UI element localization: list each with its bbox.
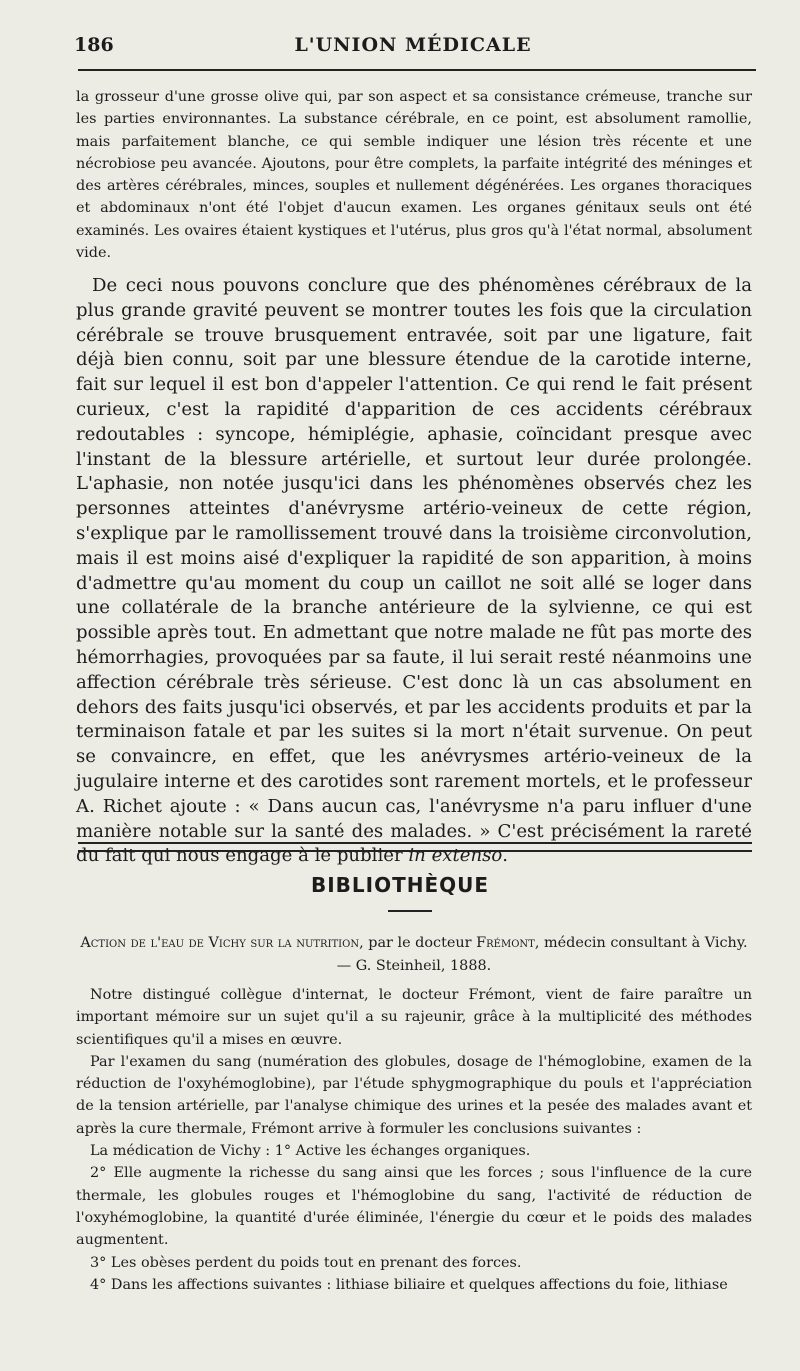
running-title: L'UNION MÉDICALE — [294, 34, 532, 56]
conclusion-item: 2° Elle augmente la richesse du sang ainsi que les forces ; sous l'influence de la cure thermale, les globules rouges et l'hémoglobine du sang, l'activité de réduction de l'oxyhémoglobine, la quantité d'urée éliminée, l'énergie du cœur et le poids des malades augmentent. — [76, 1165, 752, 1249]
page-number: 186 — [74, 34, 114, 56]
reference-by: , par le docteur — [359, 935, 477, 951]
conclusion-item: La médication de Vichy : 1° Active les échanges organiques. — [90, 1143, 531, 1160]
header-rule — [78, 69, 756, 71]
italic-phrase: in extenso — [408, 845, 503, 867]
reference-rest: , médecin consultant à Vichy. — G. Steinheil, 1888. — [336, 935, 748, 974]
conclusion-item: 3° Les obèses perdent du poids tout en prenant des forces. — [90, 1254, 522, 1271]
book-author: Frémont — [476, 935, 535, 951]
title-underline — [388, 910, 432, 912]
review-body — [76, 984, 752, 1296]
main-paragraph-text: De ceci nous pouvons conclure que des phénomènes cérébraux de la plus grande gravité peuvent se montrer toutes les fois que la circulation cérébrale se trouve brusquement entravée, soit par une ligature, fait déjà bien connu, soit par une blessure étendue de la carotide interne, fait sur lequel il est bon d'appeler l'attention. Ce qui rend le fait présent curieux, c'est la rapidité d'apparition de ces accidents cérébraux redoutables : syncope, hémiplégie, aphasie, coïncidant presque avec l'instant de la blessure artérielle, et surtout leur durée prolongée. L'aphasie, non notée jusqu'ici dans les phénomènes observés chez les personnes atteintes d'anévrysme artério-veineux de cette région, s'explique par le ramollissement trouvé dans la troisième circonvolution, mais il est moins aisé d'expliquer la rapidité de son apparition, à moins d'admettre qu'au moment du coup un caillot ne soit allé se loger dans une collatérale de la branche antérieure de la sylvienne, ce qui est possible après tout. En admettant que notre malade ne fût pas morte des hémorrhagies, provoquées par sa faute, il lui serait resté néanmoins une affection cérébrale très sérieuse. C'est donc là un cas absolument en dehors des faits jusqu'ici observés, et par les accidents produits et par la terminaison fatale et par les suites si la mort n'était survenue. On peut se convaincre, en effet, que les anévrysmes artério-veineux de la jugulaire interne et des carotides sont rarement mortels, et le professeur A. Richet ajoute : « Dans aucun cas, l'anévrysme n'a paru influer d'une manière notable sur la santé des malades. » C'est précisément la rareté du fait qui nous engage à le publier — [76, 275, 752, 867]
main-paragraph-block — [76, 274, 752, 869]
section-title: BIBLIOTHÈQUE — [310, 873, 490, 897]
book-reference — [76, 932, 752, 978]
review-paragraph: Par l'examen du sang (numération des globules, dosage de l'hémoglobine, examen de la réduction de l'oxyhémoglobine), par l'étude sphygmographique du pouls et l'appréciation de la tension artérielle, par l'analyse chimique des urines et la pesée des malades avant et après la cure thermale, Frémont arrive à formuler les conclusions suivantes : — [76, 1053, 752, 1137]
main-paragraph — [76, 274, 752, 869]
page-header — [74, 30, 752, 66]
intro-paragraph: la grosseur d'une grosse olive qui, par son aspect et sa consistance crémeuse, tranche sur les parties environnantes. La substance cérébrale, en ce point, est absolument ramollie, mais parfaitement blanche, ce qui semble indiquer une lésion très récente et une nécrobiose peu avancée. Ajoutons, pour être complets, la parfaite intégrité des méninges et des artères cérébrales, minces, souples et nullement dégénérées. Les organes thoraciques et abdominaux n'ont été l'objet d'aucun examen. Les organes génitaux seuls ont été examinés. Les ovaires étaient kystiques et l'utérus, plus gros qu'à l'état normal, absolument vide. — [76, 89, 752, 262]
review-paragraph: Notre distingué collègue d'internat, le docteur Frémont, vient de faire paraître un important mémoire sur un sujet qu'il a su rajeunir, grâce à la multiplicité des méthodes scientifiques qu'il a mises en œuvre. — [76, 987, 752, 1048]
conclusion-item: 4° Dans les affections suivantes : lithiase biliaire et quelques affections du foie, lithiase — [90, 1276, 728, 1293]
book-title: Action de l'eau de Vichy sur la nutrition — [80, 935, 360, 951]
main-paragraph-end: . — [502, 845, 509, 867]
section-divider — [78, 842, 752, 852]
intro-paragraph-block — [76, 86, 752, 264]
